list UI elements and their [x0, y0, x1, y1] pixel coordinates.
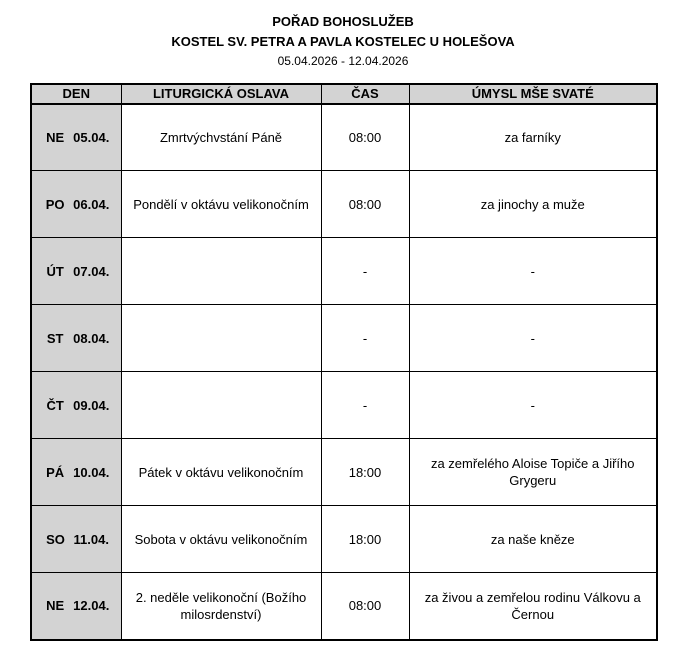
day-abbr: ST — [46, 330, 64, 346]
day-abbr: NE — [46, 129, 65, 145]
intention-cell: za jinochy a muže — [409, 171, 657, 238]
day-cell — [31, 104, 121, 171]
table-row — [31, 104, 657, 171]
celebration-cell: Pátek v oktávu velikonočním — [121, 439, 321, 506]
day-date: 05.04. — [73, 129, 110, 145]
intention-cell: - — [409, 372, 657, 439]
time-cell: 08:00 — [321, 104, 409, 171]
intention-cell: za živou a zemřelou rodinu Válkovu a Černou — [409, 573, 657, 640]
time-cell: - — [321, 238, 409, 305]
table-row — [31, 305, 657, 372]
table-body — [31, 104, 657, 640]
table-row — [31, 238, 657, 305]
day-date: 07.04. — [73, 263, 110, 279]
table-row — [31, 372, 657, 439]
time-cell: 08:00 — [321, 171, 409, 238]
document-header — [0, 0, 686, 71]
column-header-intention: ÚMYSL MŠE SVATÉ — [409, 84, 657, 104]
intention-cell: za naše kněze — [409, 506, 657, 573]
table-header — [31, 84, 657, 104]
day-cell — [31, 171, 121, 238]
day-cell — [31, 372, 121, 439]
day-cell — [31, 238, 121, 305]
header-row — [31, 84, 657, 104]
day-abbr: ÚT — [46, 263, 64, 279]
celebration-cell — [121, 238, 321, 305]
day-date: 10.04. — [73, 464, 110, 480]
day-cell — [31, 305, 121, 372]
day-abbr: SO — [46, 531, 65, 547]
day-date: 09.04. — [73, 397, 110, 413]
day-date: 11.04. — [73, 531, 109, 547]
table-row — [31, 506, 657, 573]
day-date: 08.04. — [73, 330, 110, 346]
intention-cell: za farníky — [409, 104, 657, 171]
table-row — [31, 171, 657, 238]
day-abbr: ČT — [46, 397, 64, 413]
celebration-cell: Pondělí v oktávu velikonočním — [121, 171, 321, 238]
date-range: 05.04.2026 - 12.04.2026 — [277, 54, 409, 69]
schedule-table — [30, 83, 658, 641]
celebration-cell: Sobota v oktávu velikonočním — [121, 506, 321, 573]
page-title: POŘAD BOHOSLUŽEB — [272, 14, 414, 29]
column-header-time: ČAS — [321, 84, 409, 104]
day-cell — [31, 506, 121, 573]
celebration-cell: Zmrtvýchvstání Páně — [121, 104, 321, 171]
time-cell: 18:00 — [321, 506, 409, 573]
table-row — [31, 573, 657, 640]
celebration-cell: 2. neděle velikonoční (Božího milosrdenství) — [121, 573, 321, 640]
time-cell: - — [321, 372, 409, 439]
intention-cell: za zemřelého Aloise Topiče a Jiřího Grygeru — [409, 439, 657, 506]
page-subtitle: KOSTEL SV. PETRA A PAVLA KOSTELEC U HOLEŠOVA — [171, 34, 515, 50]
table-row — [31, 439, 657, 506]
celebration-cell — [121, 372, 321, 439]
time-cell: 08:00 — [321, 573, 409, 640]
day-date: 12.04. — [73, 598, 110, 614]
day-cell — [31, 439, 121, 506]
intention-cell: - — [409, 238, 657, 305]
column-header-celebration: LITURGICKÁ OSLAVA — [121, 84, 321, 104]
time-cell: 18:00 — [321, 439, 409, 506]
day-abbr: NE — [46, 598, 65, 614]
celebration-cell — [121, 305, 321, 372]
intention-cell: - — [409, 305, 657, 372]
day-abbr: PO — [45, 196, 65, 212]
day-abbr: PÁ — [46, 464, 65, 480]
time-cell: - — [321, 305, 409, 372]
day-date: 06.04. — [73, 196, 110, 212]
column-header-day: DEN — [31, 84, 121, 104]
day-cell — [31, 573, 121, 640]
